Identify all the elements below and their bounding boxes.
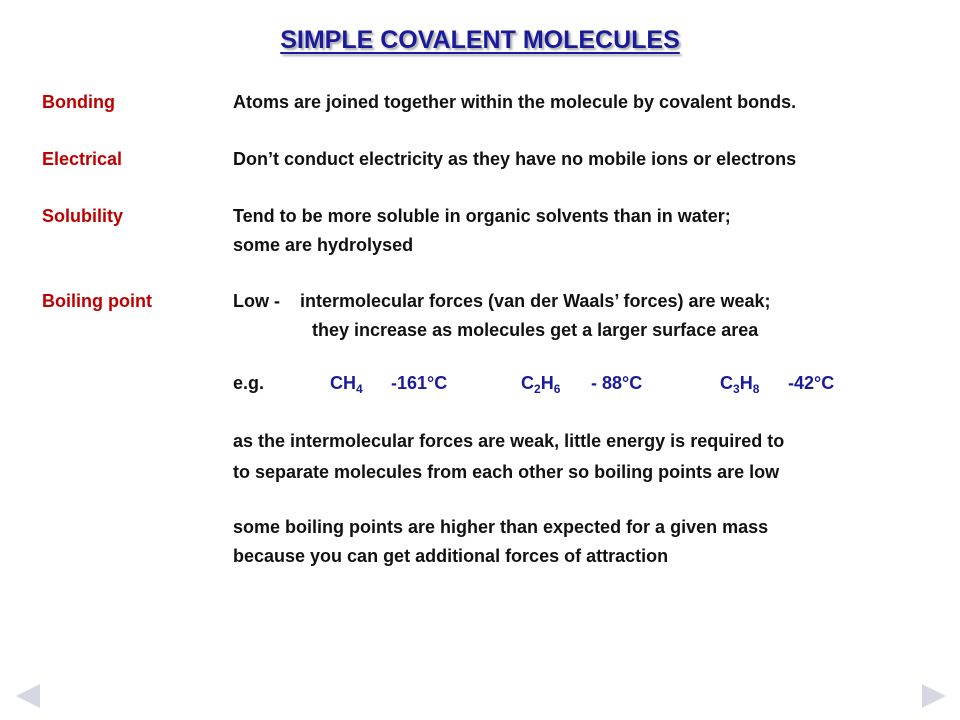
temp-methane: -161°C — [391, 373, 448, 393]
formula-subscript: 4 — [356, 382, 363, 396]
label-electrical: Electrical — [42, 149, 123, 169]
formula-element-c: C — [330, 373, 343, 393]
triangle-left-icon — [16, 684, 40, 708]
next-slide-button[interactable] — [920, 682, 948, 710]
text-boiling-line1: Low - intermolecular forces (van der Waals’ forces) are weak; — [233, 291, 771, 311]
formula-subscript: 2 — [534, 382, 541, 396]
previous-slide-button[interactable] — [14, 682, 42, 710]
temp-propane: -42°C — [788, 373, 835, 393]
formula-methane — [330, 372, 363, 394]
formula-element-h: H — [540, 373, 554, 393]
text-exception-line2: because you can get additional forces of attraction — [233, 546, 669, 566]
text-boiling-line2: they increase as molecules get a larger surface area — [312, 320, 759, 340]
label-solubility: Solubility — [42, 206, 123, 226]
text-bonding: Atoms are joined together within the molecule by covalent bonds. — [233, 92, 797, 112]
formula-propane — [720, 372, 759, 394]
page-title: SIMPLE COVALENT MOLECULES — [280, 26, 680, 54]
text-explanation-line1: as the intermolecular forces are weak, little energy is required to — [233, 431, 785, 451]
temp-ethane: - 88°C — [591, 373, 643, 393]
text-exception-line1: some boiling points are higher than expected for a given mass — [233, 517, 769, 537]
formula-subscript: 8 — [752, 382, 760, 396]
text-electrical: Don’t conduct electricity as they have no mobile ions or electrons — [233, 149, 797, 169]
formula-subscript: 3 — [733, 382, 740, 396]
text-explanation-line2: to separate molecules from each other so boiling points are low — [233, 462, 780, 482]
eg-label: e.g. — [233, 373, 265, 393]
label-bonding: Bonding — [42, 92, 115, 112]
formula-subscript: 6 — [553, 382, 561, 396]
formula-element-h: H — [343, 373, 356, 393]
text-solubility-line1: Tend to be more soluble in organic solvents than in water; — [233, 206, 731, 226]
text-solubility-line2: some are hydrolysed — [233, 235, 414, 255]
boiling-point-examples — [233, 372, 933, 398]
formula-element-c: C — [521, 373, 534, 393]
label-boiling-point: Boiling point — [42, 291, 152, 311]
formula-element-h: H — [739, 373, 753, 393]
formula-element-c: C — [720, 373, 733, 393]
triangle-right-icon — [922, 684, 946, 708]
formula-ethane — [521, 372, 560, 394]
